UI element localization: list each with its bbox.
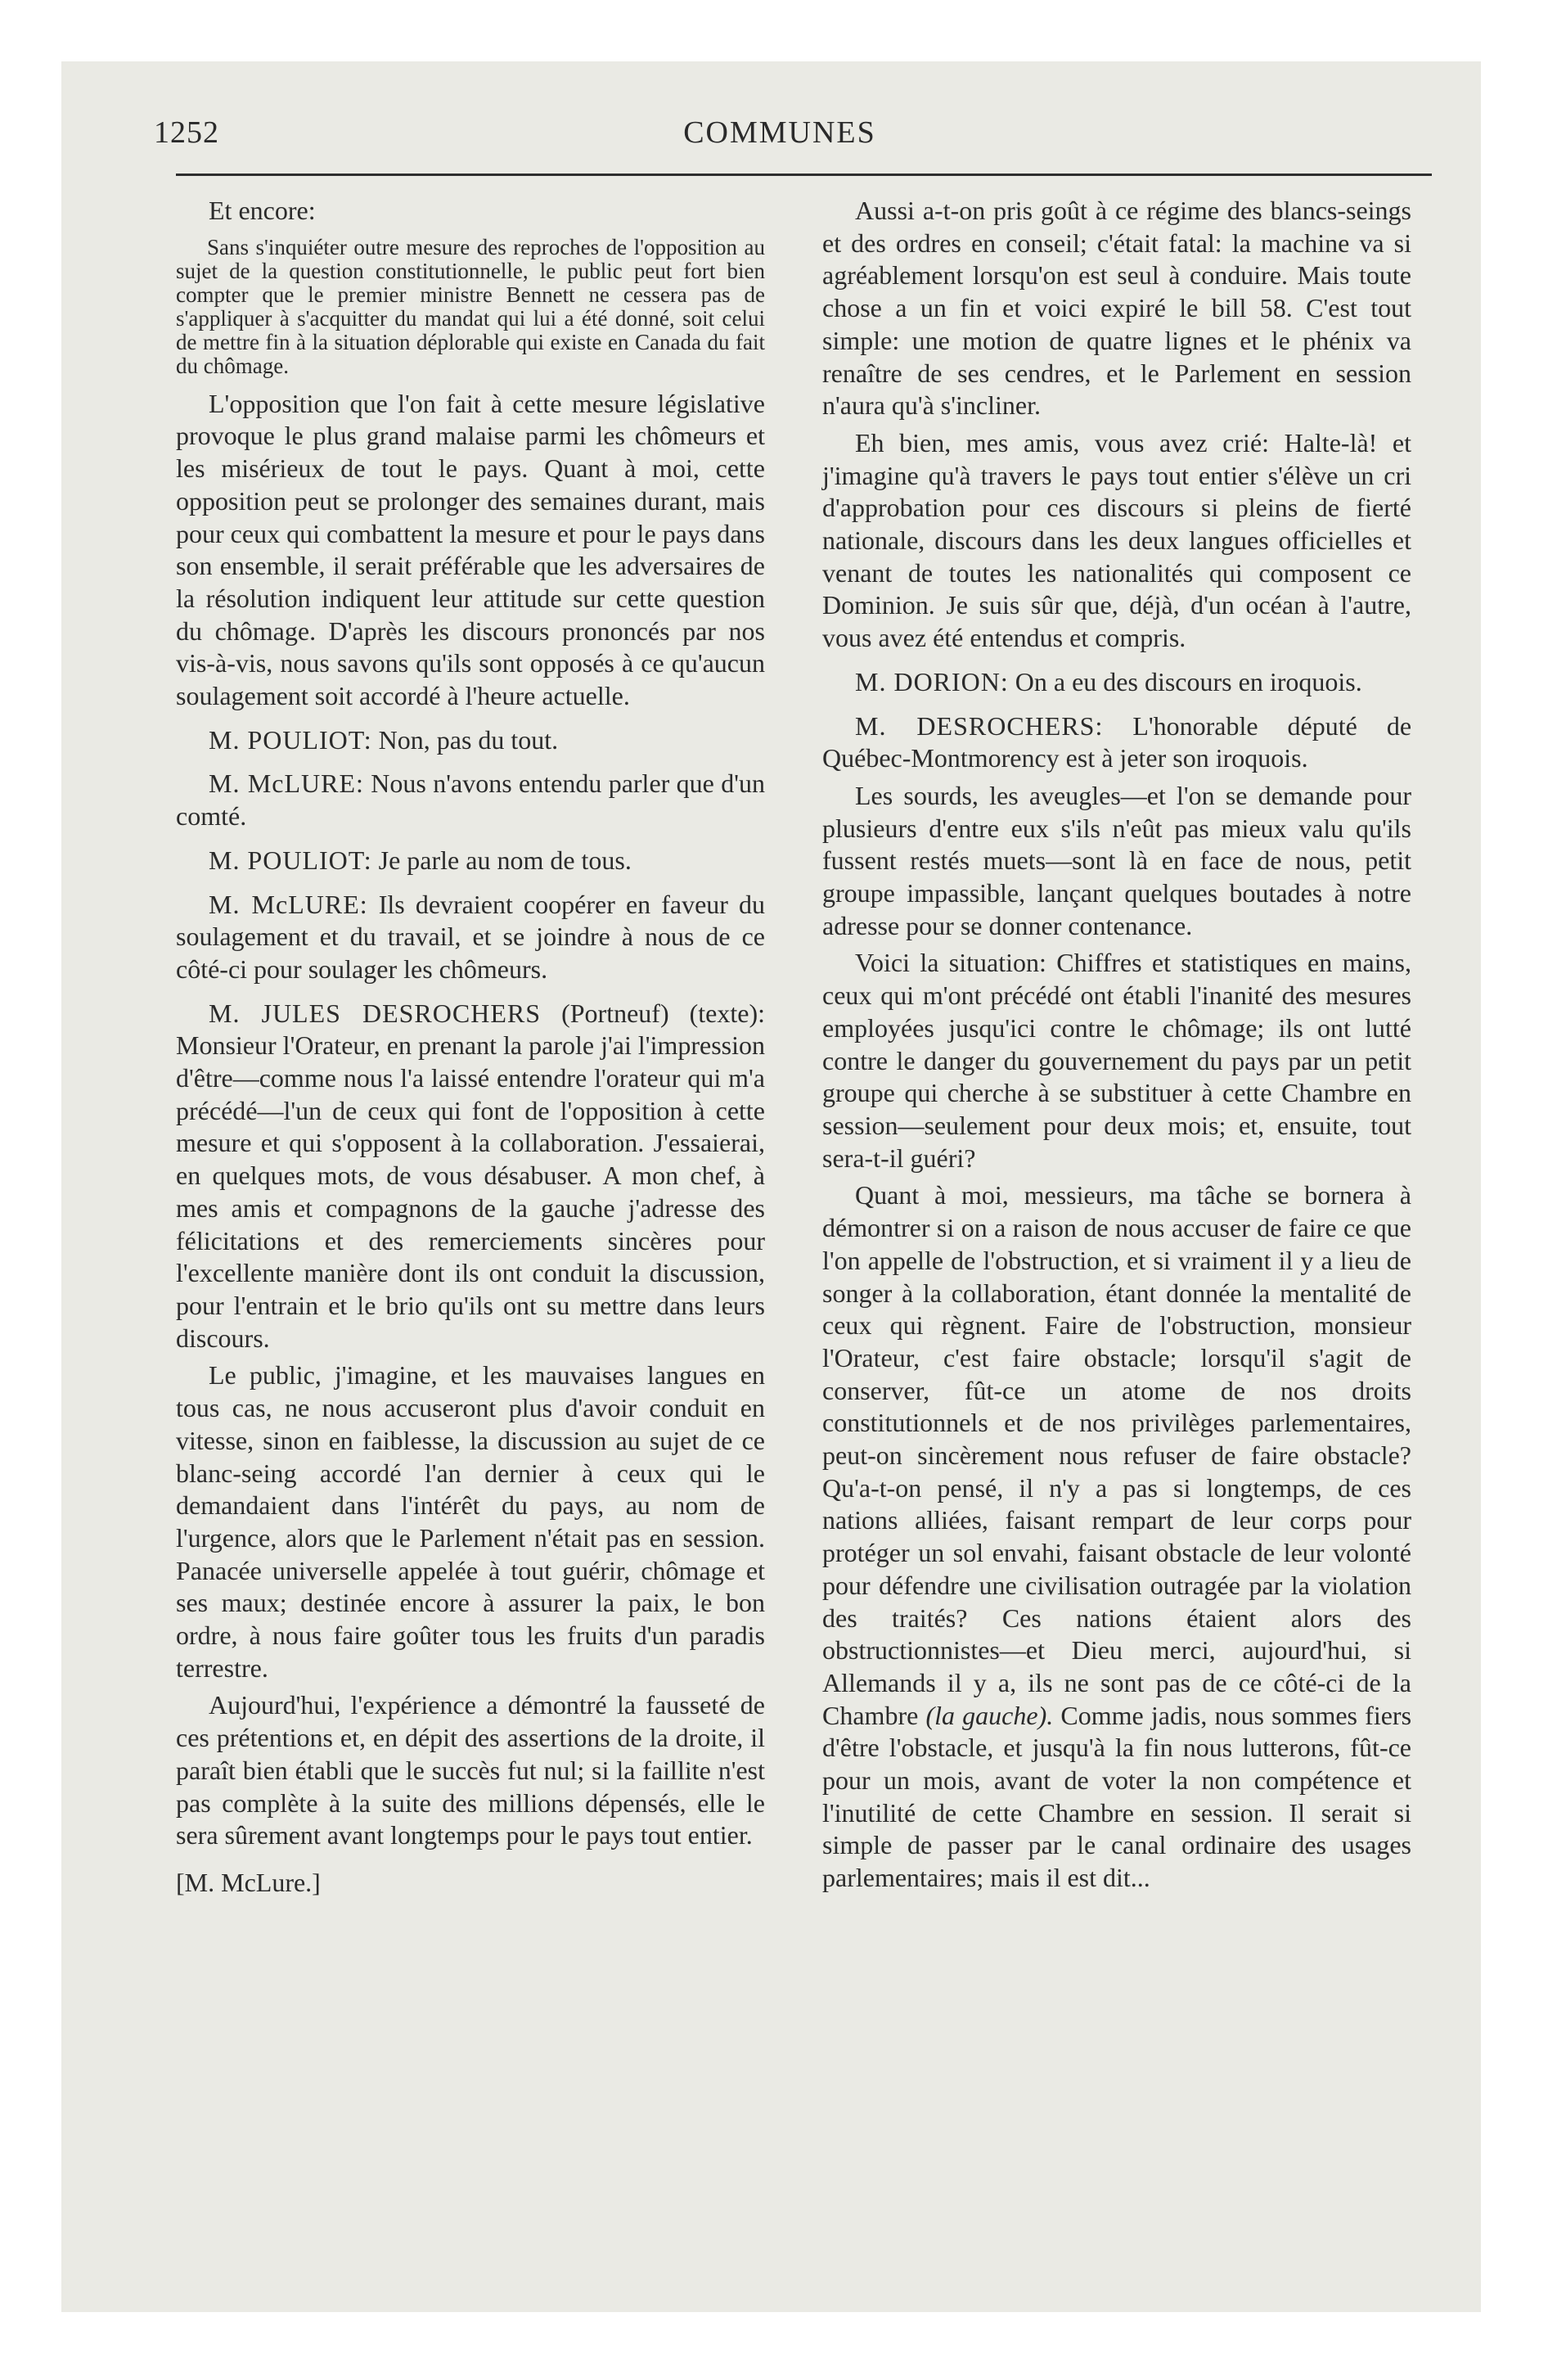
- speech-text: Non, pas du tout.: [378, 724, 559, 755]
- running-title: COMMUNES: [683, 115, 876, 150]
- speaker-attribution: [M. McLure.]: [176, 1867, 321, 1897]
- speaker-exchange: [176, 768, 765, 832]
- speaker-exchange: [176, 845, 765, 877]
- paragraph: Voici la situation: Chiffres et statistiques en mains, ceux qui m'ont précédé ont établi l'inanité des mesures employées jusqu'ici contre le chômage; ils ont lutté contre le danger du gouvernement du pays par un petit groupe qui cherche à se substituer à cette Chambre en session—seulement pour deux mois; et, ensuite, tout sera-t-il guéri?: [822, 948, 1411, 1173]
- header-rule: [176, 174, 1432, 176]
- speaker-name: M. POULIOT:: [209, 845, 372, 875]
- paragraph: Aussi a-t-on pris goût à ce régime des blancs-seings et des ordres en conseil; c'était fatal: la machine va si agréablement lorsqu'on est seul à conduire. Mais toute chose a un fin et voici expiré le bill 58. C'est tout simple: une motion de quatre lignes et le phénix va renaître de ses cendres, et le Parlement en session n'aura qu'à s'incliner.: [822, 196, 1411, 421]
- speaker-exchange: [822, 710, 1411, 775]
- paragraph: L'opposition que l'on fait à cette mesure législative provoque le plus grand malaise parmi les chômeurs et les misérieux de tout le pays. Quant à moi, cette opposition peut se prolonger des semaines durant, mais pour ceux qui combattent la mesure et pour le pays dans son ensemble, il serait préférable que les adversaires de la résolution indiquent leur attitude sur cette question du chômage. D'après les discours prononcés par nos vis-à-vis, nous savons qu'ils sont opposés à ce qu'aucun soulagement soit accordé à l'heure actuelle.: [176, 388, 765, 711]
- speech-text: On a eu des discours en iroquois.: [1015, 666, 1362, 696]
- speech-text: Nous n'avons entendu parler que d'un comté.: [176, 769, 766, 832]
- speech-text: (Portneuf) (texte): Monsieur l'Orateur, en prenant la parole j'ai l'impression d'être—comme nous l'a laissé entendre l'orateur qui m'a précédé—l'un de ceux qui font de l'opposition à cette mesure et qui s'opposent à la collaboration. J'essaierai, en quelques mots, de vous désabuser. A mon chef, à mes amis et compagnons de la gauche j'adresse des félicitations et des remerciements sincères pour l'excellente manière dont ils ont conduit la discussion, pour l'entrain et le brio qu'ils ont su mettre dans leurs discours.: [176, 998, 766, 1353]
- paragraph: Le public, j'imagine, et les mauvaises langues en tous cas, ne nous accuseront plus d'avoir conduit en vitesse, sinon en faiblesse, la discussion au sujet de ce blanc-seing accordé l'an dernier à ceux qui le demandaient dans l'intérêt du pays, au nom de l'urgence, alors que le Parlement n'était pas en session. Panacée universelle appelée à tout guérir, chômage et ses maux; destinée encore à assurer la paix, le bon ordre, à nous faire goûter tous les fruits d'un paradis terrestre.: [176, 1360, 765, 1683]
- running-header: [154, 115, 1406, 164]
- paragraph-text: Quant à moi, messieurs, ma tâche se bornera à démontrer si on a raison de nous accuser de faire ce que l'on appelle de l'obstruction, et si vraiment il y a lieu de songer à la collaboration, étant donnée la mentalité de ceux qui règnent. Faire de l'obstruction, monsieur l'Orateur, c'est faire obstacle; lorsqu'il s'agit de conserver, fût-ce un atome de nos droits constitutionnels et de nos privilèges parlementaires, peut-on sincèrement nous refuser de faire obstacle? Qu'a-t-on pensé, il n'y a pas si longtemps, de ces nations alliées, faisant rempart de leur corps pour protéger un sol envahi, faisant obstacle de leur volonté pour défendre une civilisation outragée par la violation des traités? Ces nations étaient alors des obstructionnistes—et Dieu merci, aujourd'hui, si Allemands il y a, ils ne sont pas de ce côté-ci de la Chambre: [822, 1180, 1411, 1730]
- speaker-name: M. POULIOT:: [209, 724, 372, 755]
- speaker-name: M. McLURE:: [209, 889, 368, 919]
- speaker-exchange: [176, 889, 765, 986]
- speaker-name: M. McLURE:: [209, 769, 364, 799]
- speaker-name: M. DESROCHERS:: [855, 710, 1104, 741]
- speaker-exchange: [176, 998, 765, 1355]
- paragraph-text: Comme jadis, nous sommes fiers d'être l'obstacle, et jusqu'à la fin nous lutterons, fût-ce pour un mois, avant de voter la non compétence et l'inutilité de cette Chambre en session. Il serait si simple de passer par le canal ordinaire des usages parlementaires; mais il est dit...: [822, 1700, 1412, 1893]
- speaker-exchange: [822, 666, 1411, 699]
- quoted-passage: Sans s'inquiéter outre mesure des reproches de l'opposition au sujet de la question constitutionnelle, le public peut fort bien compter que le premier ministre Bennett ne cessera pas de s'appliquer à s'acquitter du mandat qui lui a été donné, soit celui de mettre fin à la situation déplorable qui existe en Canada du fait du chômage.: [176, 234, 765, 378]
- speaker-name: M. JULES DESROCHERS: [209, 998, 542, 1028]
- speech-text: L'honorable député de Québec-Montmorency est à jeter son iroquois.: [822, 710, 1412, 773]
- paragraph: [822, 1179, 1411, 1894]
- left-column: [176, 195, 765, 1904]
- speech-text: Ils devraient coopérer en faveur du soulagement et du travail, et se joindre à nous de ce côté-ci pour soulager les chômeurs.: [176, 889, 766, 984]
- paragraph: Aujourd'hui, l'expérience a démontré la fausseté de ces prétentions et, en dépit des assertions de la droite, il paraît bien établi que le succès fut nul; si la faillite n'est pas complète à la suite des millions dépensés, elle le sera sûrement avant longtemps pour le pays tout entier.: [176, 1690, 765, 1850]
- intro-line: Et encore:: [209, 196, 316, 225]
- speech-text: Je parle au nom de tous.: [378, 845, 632, 875]
- stage-direction: (la gauche).: [925, 1700, 1054, 1730]
- speaker-name: M. DORION:: [855, 666, 1009, 696]
- paragraph: Eh bien, mes amis, vous avez crié: Halte-là! et j'imagine qu'à travers le pays tout entier s'élève un cri d'approbation pour ces discours si pleins de fierté nationale, discours dans les deux langues officielles et venant de toutes les nationalités qui composent ce Dominion. Je suis sûr que, déjà, d'un océan à l'autre, vous avez été entendus et compris.: [822, 427, 1411, 653]
- paragraph: Les sourds, les aveugles—et l'on se demande pour plusieurs d'entre eux s'ils n'eût pas mieux valu qu'ils fussent restés muets—sont là en face de nous, petit groupe impassible, lançant quelques boutades à notre adresse pour se donner contenance.: [822, 780, 1411, 940]
- page-number: 1252: [154, 115, 219, 150]
- right-column: [822, 195, 1411, 1900]
- speaker-exchange: [176, 724, 765, 757]
